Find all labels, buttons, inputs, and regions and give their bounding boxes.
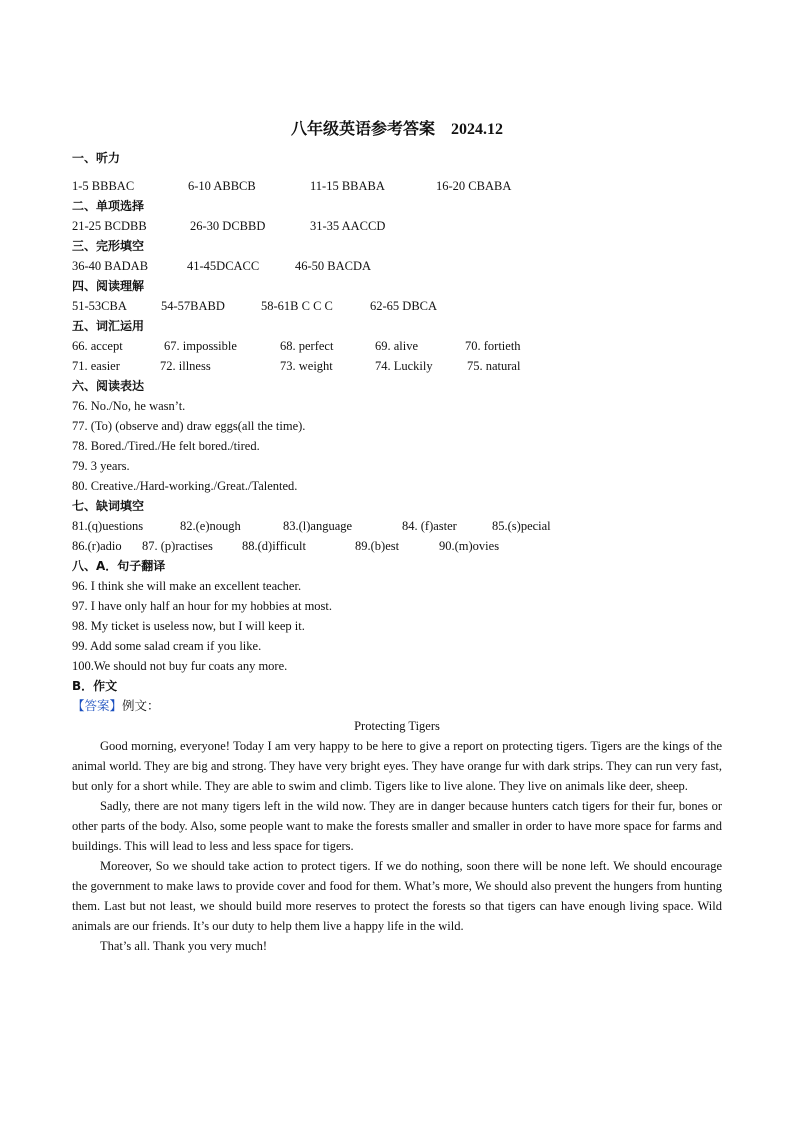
answer-item: 71. easier (72, 359, 120, 373)
answer-group: 11-15 BBABA (310, 179, 385, 193)
example-label: 例文： (122, 698, 160, 713)
section-heading-word-completion: 七、缺词填空 (72, 499, 145, 513)
section-heading-translation: 八、A．句子翻译 (72, 559, 166, 573)
answer-line: 79. 3 years. (72, 459, 130, 473)
answer-group: 16-20 CBABA (436, 179, 512, 193)
answer-row (72, 216, 722, 236)
answer-group: 36-40 BADAB (72, 259, 149, 273)
answer-group: 1-5 BBBAC (72, 179, 135, 193)
answer-group: 51-53CBA (72, 299, 127, 313)
answer-item: 90.(m)ovies (439, 539, 500, 553)
answer-item: 84. (f)aster (402, 519, 457, 533)
answer-line: 76. No./No, he wasn’t. (72, 399, 186, 413)
answer-line: 99. Add some salad cream if you like. (72, 639, 262, 653)
answer-group: 41-45DCACC (187, 259, 260, 273)
section-heading-reading-expression: 六、阅读表达 (72, 379, 145, 393)
answer-group: 21-25 BCDBB (72, 219, 147, 233)
answer-line: 98. My ticket is useless now, but I will keep it. (72, 619, 305, 633)
page-title: 八年级英语参考答案 2024.12 (290, 121, 503, 138)
answer-group: 62-65 DBCA (370, 299, 438, 313)
answer-item: 75. natural (467, 359, 521, 373)
answer-line: 80. Creative./Hard-working./Great./Talented. (72, 479, 298, 493)
answer-item: 88.(d)ifficult (242, 539, 306, 553)
essay-paragraph: Moreover, So we should take action to protect tigers. If we do nothing, soon there will be none left. We should encourage the government to make laws to provide cover and food for them. What’s more, We should also prevent the hungers from hunting them. Last but not least, we should build more reserves to protect the forests so that tigers can have enough living space. Wild animals are our friends. It’s our duty to help them live a happy life in the wild. (72, 859, 722, 933)
answer-bracket: 【答案】 (72, 698, 123, 713)
answer-group: 26-30 DCBBD (190, 219, 266, 233)
answer-line: 78. Bored./Tired./He felt bored./tired. (72, 439, 260, 453)
section-heading-reading: 四、阅读理解 (72, 279, 145, 293)
answer-item: 69. alive (375, 339, 419, 353)
answer-line: 97. I have only half an hour for my hobbies at most. (72, 599, 333, 613)
essay-paragraph: That’s all. Thank you very much! (100, 939, 268, 953)
section-heading-composition: B．作文 (72, 679, 118, 693)
essay-paragraph: Good morning, everyone! Today I am very happy to be here to give a report on protecting tigers. Tigers are the kings of the animal world. They are big and strong. They have very bright eyes. They have orange fur with dark strips. They can run very fast, but only for a short while. They are able to swim and climb. Tigers like to live alone. They live on animals like deer, sheep. (72, 739, 722, 793)
answer-row (72, 356, 722, 376)
answer-row (72, 516, 722, 536)
answer-group: 46-50 BACDA (295, 259, 372, 273)
answer-item: 72. illness (160, 359, 211, 373)
answer-group: 58-61B C C C (261, 299, 333, 313)
answer-item: 68. perfect (280, 339, 334, 353)
answer-line: 96. I think she will make an excellent teacher. (72, 579, 302, 593)
answer-tag (72, 696, 722, 716)
answer-row (72, 296, 722, 316)
answer-item: 87. (p)ractises (142, 539, 213, 553)
answer-item: 66. accept (72, 339, 123, 353)
answer-row (72, 176, 722, 196)
answer-item: 70. fortieth (465, 339, 521, 353)
answer-item: 85.(s)pecial (492, 519, 551, 533)
section-heading-single-choice: 二、单项选择 (72, 199, 145, 213)
answer-item: 89.(b)est (355, 539, 400, 553)
section-heading-listening: 一、听力 (72, 151, 121, 165)
answer-item: 86.(r)adio (72, 539, 122, 553)
answer-sheet (72, 118, 722, 956)
answer-item: 81.(q)uestions (72, 519, 144, 533)
essay-title: Protecting Tigers (354, 719, 440, 733)
answer-item: 83.(l)anguage (283, 519, 353, 533)
answer-line: 77. (To) (observe and) draw eggs(all the time). (72, 419, 306, 433)
answer-group: 6-10 ABBCB (188, 179, 256, 193)
section-heading-vocabulary: 五、词汇运用 (72, 319, 145, 333)
answer-item: 74. Luckily (375, 359, 433, 373)
answer-row (72, 256, 722, 276)
section-heading-cloze: 三、完形填空 (72, 239, 145, 253)
answer-item: 73. weight (280, 359, 333, 373)
answer-row (72, 336, 722, 356)
answer-line: 100.We should not buy fur coats any more. (72, 659, 288, 673)
answer-group: 31-35 AACCD (310, 219, 386, 233)
answer-item: 82.(e)nough (180, 519, 241, 533)
answer-group: 54-57BABD (161, 299, 225, 313)
answer-item: 67. impossible (164, 339, 237, 353)
answer-row (72, 536, 722, 556)
essay-paragraph: Sadly, there are not many tigers left in the wild now. They are in danger because hunters catch tigers for their fur, bones or other parts of the body. Also, some people want to make the forests smaller and smaller in order to have more space for farms and buildings. This will lead to less and less space for tigers. (72, 799, 722, 853)
